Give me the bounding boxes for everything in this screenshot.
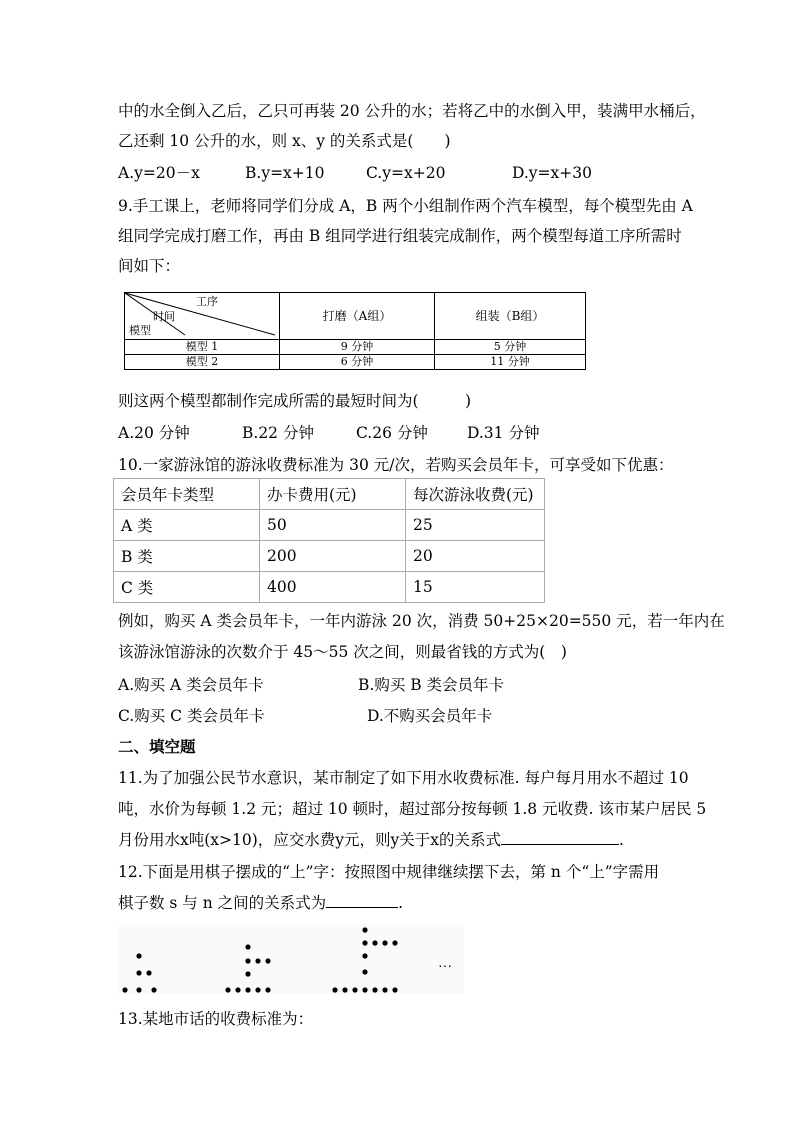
corner-label-model: 模型 <box>129 324 151 337</box>
table-row <box>114 572 545 603</box>
cell-fee: 50 <box>260 510 406 541</box>
q12-text: 棋子数 s 与 n 之间的关系式为 <box>118 894 327 912</box>
cell-fee: 200 <box>260 541 406 572</box>
q9-option-d: D.31 分钟 <box>467 424 540 442</box>
q9-text-line3: 间如下： <box>118 257 181 275</box>
q10-text-line3: 该游泳馆游泳的次数介于 45～55 次之间，则最省钱的方式为( ) <box>118 643 567 661</box>
cell-type: B 类 <box>114 541 260 572</box>
corner-label-time: 时间 <box>153 310 175 323</box>
q12-text-line2 <box>118 893 403 913</box>
header-assemble: 组装（B组） <box>435 293 586 340</box>
q11-text-line1: 11.为了加强公民节水意识，某市制定了如下用水收费标准. 每户每月用水不超过 10 <box>118 769 689 787</box>
q9-text-line2: 组同学完成打磨工作，再由 B 组同学进行组装完成制作，两个模型每道工序所需时 <box>118 227 682 245</box>
cell-value: 6 分钟 <box>280 355 435 370</box>
q11-text: 月份用水x吨(x>10)，应交水费y元，则y关于x的关系式 <box>118 831 502 849</box>
q8-option-c: C.y=x+20 <box>366 164 446 182</box>
table-row <box>125 340 586 355</box>
section-heading-fill-in: 二、填空题 <box>118 737 196 756</box>
q11-text-line2: 吨，水价为每顿 1.2 元；超过 10 顿时，超过部分按每顿 1.8 元收费. 该市某户居民 5 <box>118 800 707 818</box>
cell-type: C 类 <box>114 572 260 603</box>
cell-per-visit: 20 <box>406 541 545 572</box>
continuation-ellipsis: ··· <box>438 957 452 973</box>
corner-label-process: 工序 <box>196 295 218 308</box>
q12-answer-blank <box>326 893 398 908</box>
q9-option-a: A.20 分钟 <box>118 424 190 442</box>
cell-per-visit: 15 <box>406 572 545 603</box>
table-row <box>125 355 586 370</box>
cell-value: 5 分钟 <box>435 340 586 355</box>
q9-text-line1: 9.手工课上，老师将同学们分成 A，B 两个小组制作两个汽车模型，每个模型先由 A <box>118 197 693 215</box>
chess-pieces-figure <box>118 924 464 994</box>
q8-option-a: A.y=20－x <box>118 164 200 182</box>
header-card-fee: 办卡费用(元) <box>260 479 406 510</box>
header-polish: 打磨（A组） <box>280 293 435 340</box>
q10-option-a: A.购买 A 类会员年卡 <box>118 676 264 694</box>
q12-period: . <box>398 894 404 912</box>
table-row <box>114 541 545 572</box>
cell-per-visit: 25 <box>406 510 545 541</box>
cell-value: 9 分钟 <box>280 340 435 355</box>
q10-text-line2: 例如，购买 A 类会员年卡，一年内游泳 20 次，消费 50+25×20=550 元，若一年内在 <box>118 612 725 630</box>
q10-option-c: C.购买 C 类会员年卡 <box>118 707 265 725</box>
cell-fee: 400 <box>260 572 406 603</box>
cell-value: 11 分钟 <box>435 355 586 370</box>
diagonal-header-cell <box>125 293 280 340</box>
q8-text-line2: 乙还剩 10 公升的水，则 x、y 的关系式是( ) <box>118 132 451 150</box>
row-label: 模型 1 <box>125 340 280 355</box>
row-label: 模型 2 <box>125 355 280 370</box>
q11-text-line3 <box>118 830 624 850</box>
q12-text-line1: 12.下面是用棋子摆成的“上”字：按照图中规律继续摆下去，第 n 个“上”字需用 <box>118 863 660 881</box>
q8-text-line1: 中的水全倒入乙后，乙只可再装 20 公升的水；若将乙中的水倒入甲，装满甲水桶后， <box>118 102 706 120</box>
q10-text-line1: 10.一家游泳馆的游泳收费标准为 30 元/次，若购买会员年卡，可享受如下优惠： <box>118 456 674 474</box>
q9-option-c: C.26 分钟 <box>356 424 428 442</box>
q9-option-b: B.22 分钟 <box>242 424 314 442</box>
membership-fee-table <box>113 478 545 603</box>
header-card-type: 会员年卡类型 <box>114 479 260 510</box>
q10-option-b: B.购买 B 类会员年卡 <box>358 676 505 694</box>
q8-option-b: B.y=x+10 <box>245 164 325 182</box>
q9-question: 则这两个模型都制作完成所需的最短时间为( ) <box>118 392 472 410</box>
header-per-visit: 每次游泳收费(元) <box>406 479 545 510</box>
q8-option-d: D.y=x+30 <box>512 164 592 182</box>
q11-period: . <box>619 831 624 849</box>
process-time-table <box>124 292 586 370</box>
q11-answer-blank <box>501 830 619 845</box>
q13-text: 13.某地市话的收费标准为： <box>118 1010 314 1028</box>
table-header-row <box>114 479 545 510</box>
cell-type: A 类 <box>114 510 260 541</box>
table-row <box>114 510 545 541</box>
q10-option-d: D.不购买会员年卡 <box>367 707 493 725</box>
